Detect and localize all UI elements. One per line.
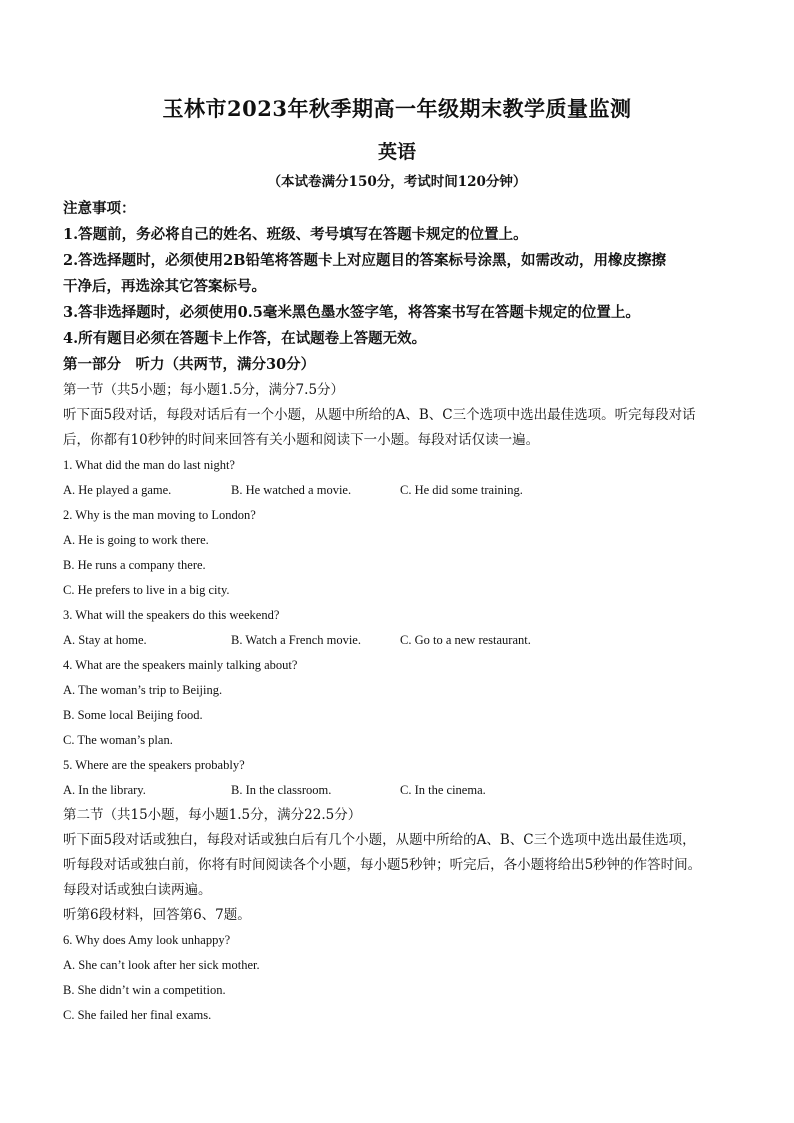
notice-item-4: 4.所有题目必须在答题卡上作答，在试题卷上答题无效。 [63, 330, 427, 347]
option-c: C. The woman’s plan. [63, 733, 173, 747]
notice-item-3: 3.答非选择题时，必须使用0.5毫米黑色墨水签字笔，将答案书写在答题卡规定的位置上。 [63, 304, 640, 321]
exam-note: （本试卷满分150分，考试时间120分钟） [267, 174, 527, 190]
option-c: C. She failed her final exams. [63, 1008, 212, 1022]
option-b: B. In the classroom. [231, 783, 332, 797]
option-b: B. She didn’t win a competition. [63, 983, 226, 997]
option-a: A. The woman’s trip to Beijing. [63, 683, 223, 697]
notice-item-2-continued: 干净后，再选涂其它答案标号。 [63, 278, 266, 295]
material-6-heading: 听第6段材料，回答第6、7题。 [63, 907, 251, 923]
section1-heading: 第一节（共5小题；每小题1.5分，满分7.5分） [63, 382, 345, 398]
question-1-options [63, 478, 743, 503]
option-b: B. He runs a company there. [63, 558, 206, 572]
option-c: C. He did some training. [400, 483, 523, 497]
section2-instructions-2: 听每段对话或独白前，你将有时间阅读各个小题，每小题5秒钟；听完后，各小题将给出5秒钟的作答时间。 [63, 857, 702, 873]
question-6-stem: 6. Why does Amy look unhappy? [63, 933, 231, 947]
option-c: C. Go to a new restaurant. [400, 633, 531, 647]
option-c: C. He prefers to live in a big city. [63, 583, 230, 597]
section2-instructions-1: 听下面5段对话或独白，每段对话或独白后有几个小题，从题中所给的A、B、C三个选项中选出最佳选项， [63, 832, 696, 848]
notice-heading: 注意事项： [63, 200, 136, 217]
question-3-stem: 3. What will the speakers do this weekend? [63, 608, 280, 622]
section2-instructions-3: 每段对话或独白读两遍。 [63, 882, 212, 898]
question-5-stem: 5. Where are the speakers probably? [63, 758, 245, 772]
question-1-stem: 1. What did the man do last night? [63, 458, 235, 472]
exam-title: 玉林市2023年秋季期高一年级期末教学质量监测 [162, 96, 632, 121]
question-5-options [63, 778, 743, 803]
option-b: B. Watch a French movie. [231, 633, 361, 647]
question-3-options [63, 628, 743, 653]
question-2-stem: 2. Why is the man moving to London? [63, 508, 256, 522]
part1-heading: 第一部分 听力（共两节，满分30分） [63, 356, 316, 373]
option-a: A. She can’t look after her sick mother. [63, 958, 260, 972]
option-c: C. In the cinema. [400, 783, 486, 797]
notice-item-1: 1.答题前，务必将自己的姓名、班级、考号填写在答题卡规定的位置上。 [63, 226, 528, 243]
option-a: A. He played a game. [63, 483, 172, 497]
exam-content [63, 196, 743, 1028]
question-4-stem: 4. What are the speakers mainly talking about? [63, 658, 298, 672]
option-b: B. Some local Beijing food. [63, 708, 203, 722]
option-b: B. He watched a movie. [231, 483, 352, 497]
section2-heading: 第二节（共15小题，每小题1.5分，满分22.5分） [63, 807, 362, 823]
notice-item-2: 2.答选择题时，必须使用2B铅笔将答题卡上对应题目的答案标号涂黑，如需改动，用橡皮擦擦 [63, 252, 666, 269]
subject-title: 英语 [377, 141, 416, 163]
section1-instructions-1: 听下面5段对话，每段对话后有一个小题，从题中所给的A、B、C三个选项中选出最佳选项。听完每段对话 [63, 407, 696, 423]
option-a: A. In the library. [63, 783, 146, 797]
option-a: A. Stay at home. [63, 633, 147, 647]
section1-instructions-2: 后，你都有10秒钟的时间来回答有关小题和阅读下一小题。每段对话仅读一遍。 [63, 432, 540, 448]
option-a: A. He is going to work there. [63, 533, 209, 547]
